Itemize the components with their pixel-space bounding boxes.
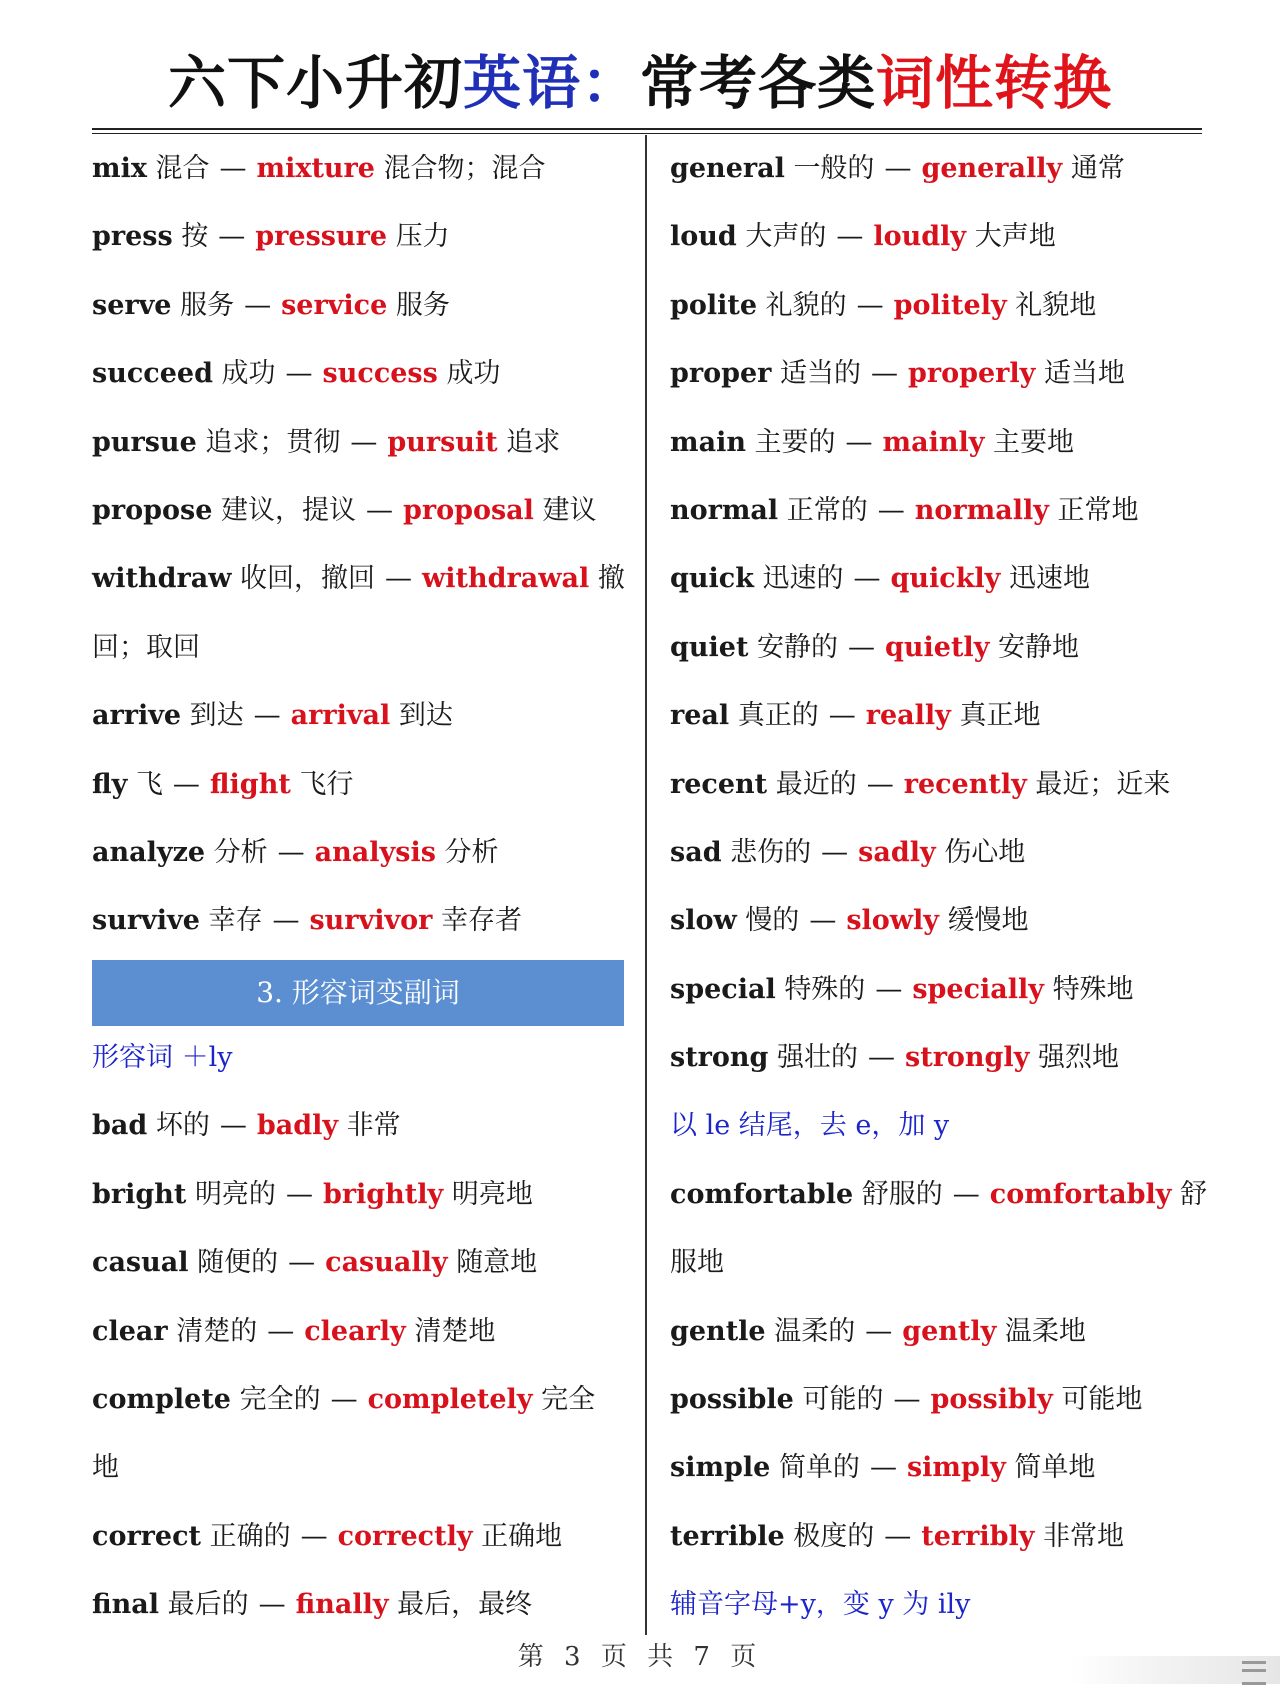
derived-meaning: 正常地: [1057, 494, 1139, 526]
vocab-line: [92, 1298, 622, 1366]
vocab-line-withdraw: [92, 545, 625, 613]
derived-meaning: 正确地: [481, 1520, 563, 1552]
derived-word: badly: [256, 1110, 339, 1142]
base-word: recent: [670, 768, 768, 800]
derived-word: survivor: [309, 905, 433, 937]
section-header: [92, 956, 622, 1024]
derived-word: recently: [903, 768, 1027, 800]
base-word: bright: [92, 1178, 187, 1210]
vocab-line-complete-cont: [92, 1434, 622, 1502]
vocab-line: [92, 819, 622, 887]
derived-word: clearly: [304, 1315, 406, 1347]
derived-meaning: 最后，最终: [397, 1589, 533, 1621]
vocab-line: [92, 1229, 622, 1297]
base-meaning: 成功: [221, 358, 276, 390]
derived-meaning: 安静地: [997, 631, 1079, 663]
derived-meaning-continued: 服地: [670, 1247, 724, 1279]
derived-word: completely: [367, 1384, 533, 1416]
derived-meaning: 真正地: [959, 700, 1041, 732]
dash: —: [884, 153, 912, 184]
vocab-line: [92, 477, 622, 545]
base-meaning: 幸存: [208, 905, 263, 937]
base-word: propose: [92, 494, 213, 526]
dash: —: [865, 1315, 893, 1347]
vocab-line-comfortable-cont: [670, 1229, 1210, 1297]
derived-meaning: 幸存者: [441, 905, 522, 937]
base-meaning: 建议，提议: [220, 494, 356, 526]
dash: —: [219, 1110, 247, 1142]
derived-meaning: 建议: [542, 494, 597, 526]
vocab-line: [92, 682, 622, 750]
derived-meaning: 完全: [541, 1384, 596, 1416]
base-word: arrive: [92, 700, 182, 732]
vocab-line: [92, 1161, 622, 1229]
base-word: comfortable: [670, 1178, 854, 1210]
base-word: normal: [670, 494, 779, 526]
derived-meaning: 分析: [444, 836, 499, 868]
dash: —: [218, 221, 246, 253]
dash: —: [285, 1178, 313, 1210]
derived-word: possibly: [930, 1384, 1053, 1416]
title-rule-thick: [92, 128, 1202, 130]
derived-meaning: 可能地: [1061, 1384, 1143, 1416]
derived-word: quietly: [885, 631, 990, 663]
vocab-line: [92, 887, 622, 955]
left-column: [92, 135, 625, 1640]
derived-word: loudly: [873, 221, 967, 253]
derived-word: quickly: [890, 563, 1001, 595]
dash: —: [853, 563, 881, 595]
derived-word: strongly: [905, 1042, 1030, 1074]
base-meaning: 按: [181, 221, 209, 253]
derived-meaning: 清楚地: [414, 1315, 496, 1347]
vocab-line: [670, 477, 1210, 545]
base-meaning: 可能的: [802, 1384, 884, 1416]
dash: —: [809, 905, 837, 937]
dash: —: [893, 1384, 921, 1416]
base-meaning: 明亮的: [194, 1178, 276, 1210]
vocab-line: [92, 409, 622, 477]
dash: —: [952, 1178, 980, 1210]
derived-word: analysis: [314, 836, 436, 868]
base-meaning: 极度的: [793, 1520, 875, 1552]
base-word: pursue: [92, 426, 197, 458]
derived-word: correctly: [337, 1520, 473, 1552]
dash: —: [330, 1384, 358, 1416]
base-word: survive: [92, 905, 200, 937]
base-word: mix: [92, 153, 147, 184]
base-word: strong: [670, 1042, 769, 1074]
vocab-line-comfortable: [670, 1161, 1210, 1229]
page-title: [0, 38, 1280, 128]
base-word: withdraw: [92, 563, 232, 595]
derived-word: finally: [295, 1589, 389, 1621]
derived-word: specially: [912, 973, 1044, 1005]
title-part-common: 常考各类: [640, 49, 877, 117]
dash: —: [884, 1520, 912, 1552]
derived-meaning: 缓慢地: [947, 905, 1029, 937]
derived-word: comfortably: [989, 1178, 1172, 1210]
vocab-line-withdraw-cont: [92, 614, 622, 682]
base-word: clear: [92, 1315, 168, 1347]
dash: —: [869, 1452, 897, 1484]
base-meaning: 收回，撤回: [240, 563, 376, 595]
dash: —: [875, 973, 903, 1005]
base-word: possible: [670, 1384, 794, 1416]
derived-meaning: 简单地: [1014, 1452, 1096, 1484]
base-word: serve: [92, 289, 172, 321]
base-meaning: 追求；贯彻: [205, 426, 341, 458]
vocab-line-complete: [92, 1366, 622, 1434]
base-meaning: 大声的: [745, 221, 827, 253]
derived-meaning: 混合物；混合: [383, 153, 546, 184]
vocab-line: [92, 340, 622, 408]
derived-word: flight: [209, 768, 291, 800]
dash: —: [836, 221, 864, 253]
vocab-line: [92, 751, 622, 819]
dash: —: [285, 358, 313, 390]
derived-meaning-continued: 地: [92, 1452, 119, 1484]
base-word: casual: [92, 1247, 189, 1279]
base-meaning: 分析: [213, 836, 268, 868]
derived-meaning: 礼貌地: [1015, 289, 1097, 321]
base-meaning: 完全的: [239, 1384, 321, 1416]
base-meaning: 飞: [135, 768, 163, 800]
vocab-line: [670, 135, 1210, 203]
derived-meaning: 特殊地: [1052, 973, 1134, 1005]
title-part-grade: 六下小升初: [167, 49, 463, 117]
derived-meaning: 强烈地: [1037, 1042, 1119, 1074]
title-part-english: 英语：: [462, 49, 640, 117]
dash: —: [172, 768, 200, 800]
base-meaning: 随便的: [197, 1247, 279, 1279]
column-divider: [645, 135, 647, 1635]
base-word: special: [670, 973, 776, 1005]
base-word: quiet: [670, 631, 749, 663]
derived-word: really: [865, 700, 951, 732]
rule-y: 辅音字母+y，变 y 为 ily: [670, 1589, 971, 1621]
right-column: [670, 135, 1210, 1640]
base-meaning: 清楚的: [176, 1315, 258, 1347]
base-word: bad: [92, 1110, 148, 1142]
derived-word: brightly: [322, 1178, 444, 1210]
base-meaning: 正确的: [209, 1520, 291, 1552]
vocab-line: [92, 203, 622, 271]
derived-meaning: 追求: [506, 426, 561, 458]
derived-word: terribly: [921, 1520, 1035, 1552]
base-word: press: [92, 221, 173, 253]
dash: —: [821, 836, 849, 868]
derived-word: pressure: [255, 221, 387, 253]
section-title: 3. 形容词变副词: [92, 960, 624, 1026]
derived-word: arrival: [290, 700, 391, 732]
base-meaning: 特殊的: [784, 973, 866, 1005]
derived-meaning: 随意地: [456, 1247, 538, 1279]
vocab-line: [670, 1298, 1210, 1366]
vocab-line: [670, 956, 1210, 1024]
derived-meaning: 非常: [346, 1110, 401, 1142]
derived-meaning: 伤心地: [944, 836, 1026, 868]
derived-word: proposal: [402, 494, 534, 526]
vocab-line: [670, 887, 1210, 955]
base-word: fly: [92, 768, 128, 800]
vocab-line: [670, 340, 1210, 408]
base-word: polite: [670, 289, 758, 321]
base-meaning: 适当的: [780, 358, 861, 390]
vocab-line: [670, 409, 1210, 477]
vocab-line: [92, 1571, 622, 1639]
base-word: simple: [670, 1452, 771, 1484]
dash: —: [845, 426, 873, 458]
dash: —: [848, 631, 876, 663]
dash: —: [219, 153, 247, 184]
derived-meaning: 迅速地: [1008, 563, 1090, 595]
derived-meaning: 舒: [1180, 1178, 1208, 1210]
base-word: terrible: [670, 1520, 785, 1552]
base-meaning: 到达: [189, 700, 244, 732]
base-meaning: 最近的: [775, 768, 857, 800]
menu-lines-icon: [1242, 1661, 1266, 1685]
dash: —: [385, 563, 413, 595]
derived-meaning-continued: 回；取回: [92, 631, 200, 663]
derived-word: service: [281, 289, 388, 321]
base-meaning: 服务: [180, 289, 235, 321]
derived-meaning: 主要地: [993, 426, 1075, 458]
base-meaning: 迅速的: [762, 563, 844, 595]
base-word: sad: [670, 836, 722, 868]
base-word: general: [670, 153, 785, 184]
vocab-line: [670, 819, 1210, 887]
vocab-line: [670, 751, 1210, 819]
vocab-line: [92, 1503, 622, 1571]
derived-word: gently: [902, 1315, 997, 1347]
dash: —: [244, 289, 272, 321]
dash: —: [856, 289, 884, 321]
vocab-line: [670, 1366, 1210, 1434]
derived-word: withdrawal: [422, 563, 590, 595]
base-meaning: 一般的: [793, 153, 875, 184]
base-meaning: 舒服的: [861, 1178, 943, 1210]
derived-word: generally: [921, 153, 1063, 184]
derived-meaning: 到达: [398, 700, 453, 732]
base-word: slow: [670, 905, 737, 937]
vocab-line: [670, 272, 1210, 340]
vocab-line: [92, 272, 622, 340]
base-meaning: 简单的: [778, 1452, 860, 1484]
derived-meaning: 通常: [1070, 153, 1125, 184]
title-part-conversion: 词性转换: [876, 49, 1113, 117]
vocab-line: [670, 545, 1210, 613]
vocab-line: [670, 682, 1210, 750]
dash: —: [267, 1315, 295, 1347]
vocab-line: [670, 203, 1210, 271]
base-word: loud: [670, 221, 737, 253]
derived-word: mainly: [882, 426, 985, 458]
base-word: proper: [670, 358, 772, 390]
derived-meaning: 非常地: [1043, 1520, 1125, 1552]
dash: —: [253, 700, 281, 732]
base-meaning: 真正的: [737, 700, 819, 732]
rule-ly: 形容词 ＋ly: [92, 1042, 233, 1074]
base-meaning: 礼貌的: [765, 289, 847, 321]
base-word: gentle: [670, 1315, 766, 1347]
vocab-line: [92, 1092, 622, 1160]
base-word: correct: [92, 1520, 201, 1552]
rule-le: 以 le 结尾，去 e，加 y: [670, 1110, 950, 1142]
dash: —: [272, 905, 300, 937]
derived-word: casually: [325, 1247, 448, 1279]
derived-word: simply: [906, 1452, 1006, 1484]
dash: —: [877, 494, 905, 526]
derived-meaning: 飞行: [299, 768, 354, 800]
dash: —: [277, 836, 305, 868]
derived-meaning: 大声地: [974, 221, 1056, 253]
derived-meaning: 温柔地: [1004, 1315, 1086, 1347]
base-meaning: 强壮的: [777, 1042, 859, 1074]
vocab-line: [670, 614, 1210, 682]
base-word: quick: [670, 563, 754, 595]
derived-meaning: 服务: [395, 289, 450, 321]
base-word: real: [670, 700, 730, 732]
derived-word: normally: [914, 494, 1049, 526]
derived-word: politely: [893, 289, 1007, 321]
base-meaning: 正常的: [786, 494, 868, 526]
base-meaning: 主要的: [754, 426, 836, 458]
vocab-line: [670, 1024, 1210, 1092]
dash: —: [288, 1247, 316, 1279]
base-meaning: 最后的: [167, 1589, 249, 1621]
derived-word: pursuit: [387, 426, 498, 458]
dash: —: [871, 358, 898, 390]
base-word: final: [92, 1589, 160, 1621]
derived-meaning: 明亮地: [451, 1178, 533, 1210]
base-word: succeed: [92, 358, 213, 390]
derived-meaning: 最近；近来: [1035, 768, 1171, 800]
dash: —: [258, 1589, 286, 1621]
derived-word: properly: [908, 358, 1036, 390]
dash: —: [866, 768, 894, 800]
derived-meaning: 成功: [446, 358, 501, 390]
base-word: analyze: [92, 836, 206, 868]
base-word: complete: [92, 1384, 231, 1416]
base-meaning: 温柔的: [774, 1315, 856, 1347]
base-meaning: 混合: [155, 153, 210, 184]
dash: —: [350, 426, 378, 458]
vocab-line: [670, 1434, 1210, 1502]
base-word: main: [670, 426, 746, 458]
base-meaning: 慢的: [745, 905, 800, 937]
vocab-line: [670, 1503, 1210, 1571]
vocab-line: [92, 135, 622, 203]
page-number: 第 3 页 共 7 页: [517, 1642, 763, 1672]
dash: —: [365, 494, 393, 526]
derived-meaning: 压力: [395, 221, 450, 253]
dash: —: [300, 1520, 328, 1552]
dash: —: [868, 1042, 896, 1074]
base-meaning: 悲伤的: [730, 836, 812, 868]
derived-word: mixture: [256, 153, 375, 184]
derived-meaning: 撤: [597, 563, 625, 595]
title-rule-thin: [92, 133, 1202, 134]
base-meaning: 坏的: [155, 1110, 210, 1142]
derived-word: success: [322, 358, 438, 390]
derived-word: slowly: [846, 905, 939, 937]
base-meaning: 安静的: [757, 631, 839, 663]
derived-word: sadly: [858, 836, 936, 868]
derived-meaning: 适当地: [1043, 358, 1125, 390]
dash: —: [828, 700, 856, 732]
